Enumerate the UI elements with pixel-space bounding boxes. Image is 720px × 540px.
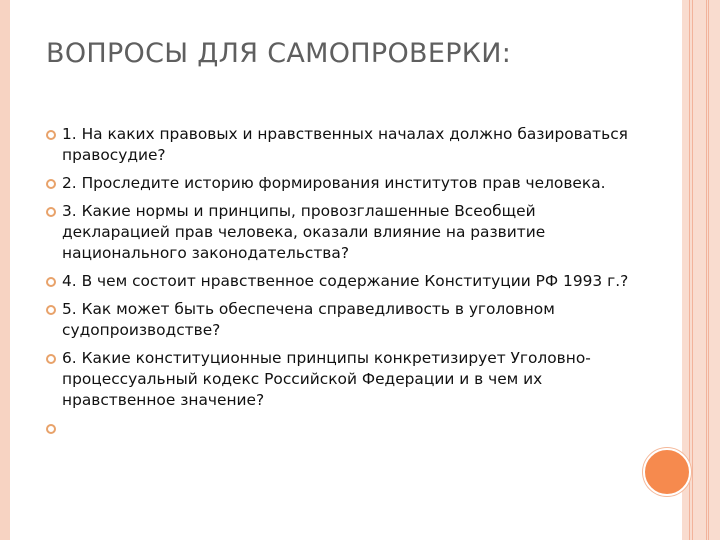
decorative-circle-icon	[643, 448, 691, 496]
circle-bullet-icon	[46, 277, 56, 287]
right-border-line	[706, 0, 707, 540]
list-item-text: 2. Проследите историю формирования институтов прав человека.	[62, 174, 606, 192]
circle-bullet-icon	[46, 130, 56, 140]
circle-bullet-icon	[46, 305, 56, 315]
list-item-text: 1. На каких правовых и нравственных началах должно базироваться правосудие?	[62, 125, 628, 164]
list-item	[46, 348, 646, 411]
right-border-line	[692, 0, 693, 540]
left-border-bar	[0, 0, 10, 540]
list-item-text: 3. Какие нормы и принципы, провозглашенные Всеобщей декларацией прав человека, оказали влияние на развитие национального законодательства?	[62, 202, 546, 262]
list-item	[46, 271, 646, 292]
list-item	[46, 201, 646, 264]
list-item	[46, 173, 646, 194]
slide-title: ВОПРОСЫ ДЛЯ САМОПРОВЕРКИ:	[46, 38, 512, 69]
list-item	[46, 299, 646, 341]
list-item-text: 4. В чем состоит нравственное содержание Конституции РФ 1993 г.?	[62, 272, 629, 290]
right-border-line	[689, 0, 690, 540]
list-item	[46, 124, 646, 166]
right-border-line	[708, 0, 709, 540]
circle-bullet-icon	[46, 207, 56, 217]
circle-bullet-icon	[46, 354, 56, 364]
circle-bullet-icon	[46, 179, 56, 189]
list-item-text: 5. Как может быть обеспечена справедливость в уголовном судопроизводстве?	[62, 300, 555, 339]
question-list	[46, 124, 646, 418]
circle-bullet-icon	[46, 424, 56, 434]
list-item-text: 6. Какие конституционные принципы конкретизирует Уголовно-процессуальный кодекс Российской Федерации и в чем их нравственное значение?	[62, 349, 591, 409]
